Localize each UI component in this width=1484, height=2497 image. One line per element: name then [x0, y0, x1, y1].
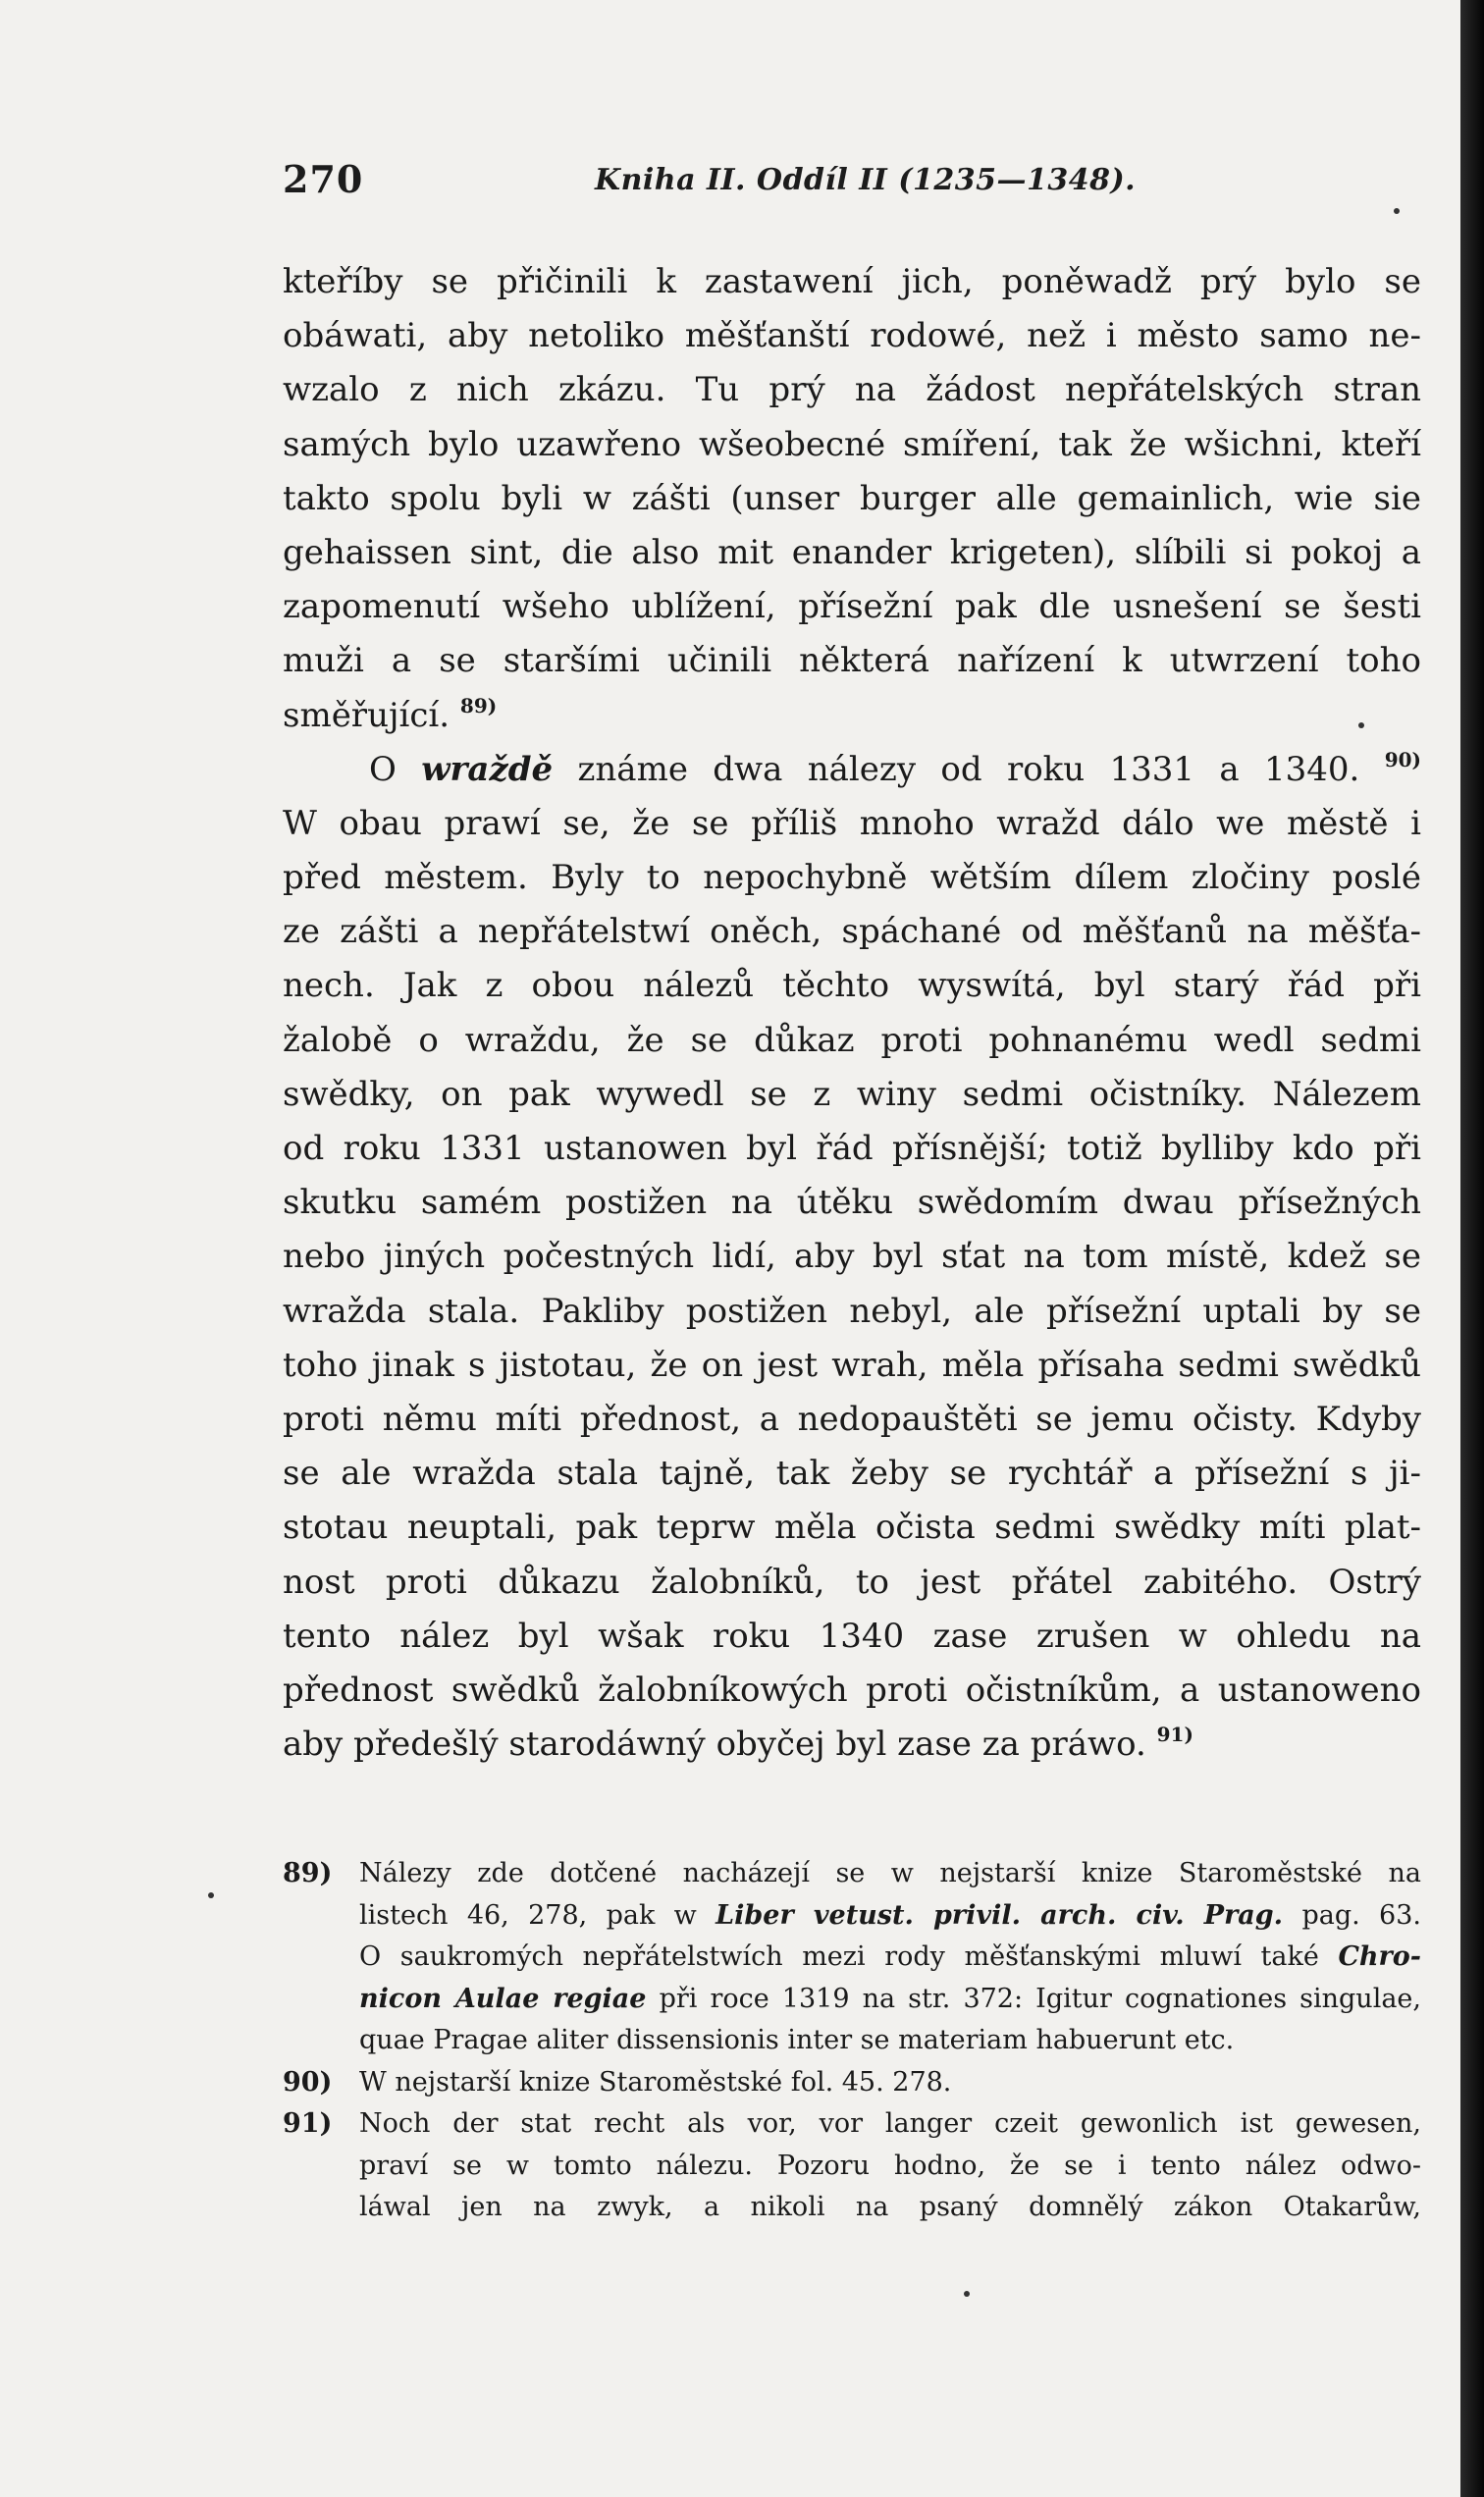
footnote-text: pag. 63.	[1301, 1899, 1421, 1931]
main-text	[283, 255, 1421, 1772]
text-line: kteříby se přičinili k zastawení jich, poněwadž prý bylo se	[283, 262, 1421, 301]
footnote-italic: Liber vetust. privil. arch. civ. Prag.	[716, 1899, 1284, 1931]
speck	[1358, 722, 1364, 728]
text-line: před městem. Byly to nepochybně wětším dílem zločiny poslé	[283, 858, 1421, 898]
text-fragment: aby předešlý starodáwný obyčej byl zase za práwo.	[283, 1725, 1146, 1765]
footnote-ref-91[interactable]: 91)	[1156, 1723, 1193, 1747]
text-line: samých bylo uzawřeno wšeobecné smíření, tak že wšichni, kteří	[283, 424, 1421, 464]
footnote-text: W nejstarší knize Staroměstské fol. 45. 278.	[359, 2066, 952, 2098]
footnote-ref-90[interactable]: 90)	[1384, 747, 1421, 771]
text-line: obáwati, aby netoliko měšťanští rodowé, než i město samo ne-	[283, 316, 1421, 356]
text-line: zapomenutí wšeho ublížení, přísežní pak dle usnešení se šesti	[283, 587, 1421, 627]
text-line: muži a se staršími učinili některá nařízení k utwrzení toho	[283, 641, 1421, 681]
footnote-ref-89[interactable]: 89)	[459, 693, 498, 717]
footnotes	[283, 1853, 1421, 2229]
footnote-line	[283, 1979, 1421, 2021]
text-line	[283, 1718, 1421, 1772]
text-line: tento nález byl wšak roku 1340 zase zrušen w ohledu na	[283, 1616, 1421, 1656]
text-line: proti němu míti přednost, a nedopauštěti se jemu očisty. Kdyby	[283, 1399, 1421, 1439]
text-line: W obau prawí se, že se příliš mnoho wražd dálo we městě i	[283, 803, 1421, 843]
footnote-line	[283, 1937, 1421, 1979]
text-line: nebo jiných počestných lidí, aby byl sťat na tom místě, kdež se	[283, 1237, 1421, 1277]
footnote-mark: 91)	[283, 2108, 333, 2139]
text-line	[283, 689, 1421, 743]
text-line: nost proti důkazu žalobníků, to jest přátel zabitého. Ostrý	[283, 1562, 1421, 1602]
footnote-italic: Chro-	[1338, 1941, 1421, 1972]
speck	[964, 2291, 970, 2297]
text-line: přednost swědků žalobníkowých proti očistníkům, a ustanoweno	[283, 1670, 1421, 1710]
footnote-line: láwal jen na zwyk, a nikoli na psaný domnělý zákon Otakarůw,	[359, 2192, 1421, 2222]
text-line: toho jinak s jistotau, že on jest wrah, měla přísaha sedmi swědků	[283, 1345, 1421, 1385]
footnote-text: Nálezy zde dotčené nacházejí se w nejstarší knize Staroměstské na	[359, 1858, 1421, 1888]
text-line: žalobě o wraždu, že se důkaz proti pohnanému wedl sedmi	[283, 1020, 1421, 1060]
footnote-text: O saukromých nepřátelstwích mezi rody měšťanskými mluwí také	[359, 1941, 1319, 1972]
text-line: ze zášti a nepřátelstwí oněch, spáchané od měšťanů na měšťa-	[283, 912, 1421, 952]
text-fragment: O	[369, 749, 397, 789]
text-line	[283, 743, 1421, 797]
footnote-89	[283, 1853, 1421, 1895]
footnote-line	[283, 1895, 1421, 1938]
footnote-91	[283, 2103, 1421, 2146]
text-fragment: známe dwa nálezy od roku 1331 a 1340.	[553, 749, 1360, 789]
footnote-text: quae Pragae aliter dissensionis inter se materiam habuerunt etc.	[359, 2025, 1235, 2055]
footnote-mark: 89)	[283, 1858, 333, 1888]
running-head: Kniha II. Oddíl II (1235—1348).	[595, 163, 1137, 197]
footnote-text: listech 46, 278, pak w	[359, 1899, 697, 1931]
page-number: 270	[283, 157, 364, 201]
text-fragment: směřující.	[283, 695, 450, 735]
speck	[1394, 208, 1400, 214]
text-line: se ale wražda stala tajně, tak žeby se rychtář a přísežní s ji-	[283, 1454, 1421, 1494]
text-line: stotau neuptali, pak teprw měla očista sedmi swědky míti plat-	[283, 1508, 1421, 1548]
footnote-line	[283, 2020, 1421, 2062]
text-line: wzalo z nich zkázu. Tu prý na žádost nepřátelských stran	[283, 370, 1421, 410]
text-line: wražda stala. Pakliby postižen nebyl, ale přísežní uptali by se	[283, 1291, 1421, 1331]
speck	[208, 1892, 214, 1898]
text-line: skutku samém postižen na útěku swědomím dwau přísežných	[283, 1183, 1421, 1223]
emphasis-word: wraždě	[421, 749, 554, 789]
text-line: takto spolu byli w zášti (unser burger alle gemainlich, wie sie	[283, 478, 1421, 518]
text-line: od roku 1331 ustanowen byl řád přísnější; totiž bylliby kdo při	[283, 1129, 1421, 1168]
footnote-text: Noch der stat recht als vor, vor langer czeit gewonlich ist gewesen,	[359, 2108, 1421, 2139]
text-line: gehaissen sint, die also mit enander krigeten), slíbili si pokoj a	[283, 532, 1421, 572]
footnote-90	[283, 2062, 1421, 2104]
page-edge	[1460, 0, 1484, 2497]
footnote-italic: nicon Aulae regiae	[359, 1983, 647, 2014]
text-line: swědky, on pak wywedl se z winy sedmi očistníky. Nálezem	[283, 1074, 1421, 1114]
text-line: nech. Jak z obou nálezů těchto wyswítá, byl starý řád při	[283, 966, 1421, 1006]
footnote-text: při roce 1319 na str. 372: Igitur cognationes singulae,	[659, 1983, 1421, 2014]
footnote-mark: 90)	[283, 2066, 333, 2098]
footnote-line: praví se w tomto nálezu. Pozoru hodno, že se i tento nález odwo-	[359, 2150, 1421, 2181]
page-header	[283, 157, 1421, 206]
